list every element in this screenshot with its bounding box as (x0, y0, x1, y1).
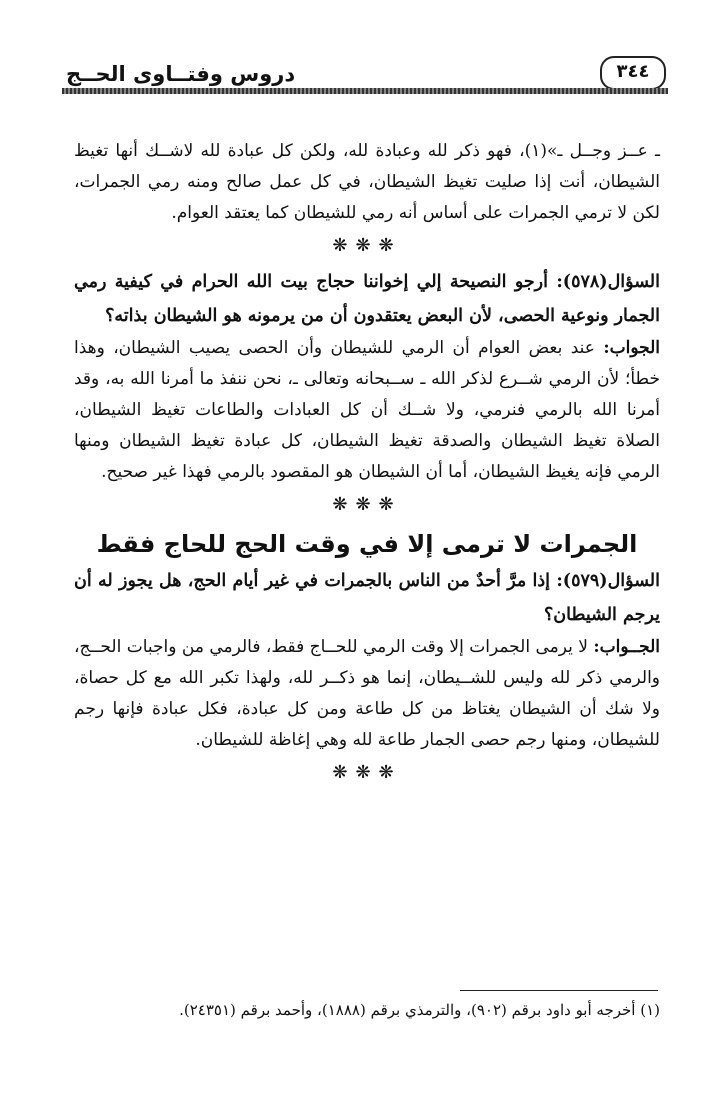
paragraph-continuation: ـ عــز وجــل ـ»(١)، فهو ذكر لله وعبادة لله، ولكن كل عبادة لله لاشــك أنها تغيظ الشيطان، أنت إذا صليت تغيظ الشيطان، في كل عمل صالح ومنه رمي الجمرات، لكن لا ترمي الجمرات على أساس أنه رمي للشيطان كما يعتقد العوام. (74, 141, 660, 223)
running-title: دروس وفتــاوى الحــج (66, 62, 296, 86)
question-578: السؤال(٥٧٨): أرجو النصيحة إلي إخواننا حجاج بيت الله الحرام في كيفية رمي الجمار ونوعية الحصى، لأن البعض يعتقدون أن من يرمونه هو الشيطان بذاته؟ (74, 272, 660, 326)
separator-stars: ❋❋❋ (332, 762, 402, 783)
answer-579 (74, 632, 660, 756)
answer-text: عند بعض العوام أن الرمي للشيطان وأن الحصى يصيب الشيطان، وهذا خطأ؛ لأن الرمي شــرع لذكر الله ـ ســبحانه وتعالى ـ، نحن ننفذ ما أمرنا الله به، وقد أمرنا الله بالرمي فنرمي، ولا شــك أن كل العبادات والطاعات تغيظ الشيطان، الصلاة تغيظ الشيطان والصدقة تغيظ الشيطان، كل عبادة تغيظ الشيطان ومنها الرمي فإنه يغيظ الشيطان، أما أن الشيطان هو المقصود بالرمي فهذا غير صحيح. (74, 338, 660, 482)
separator-stars: ❋❋❋ (332, 494, 402, 515)
separator-stars: ❋❋❋ (332, 235, 402, 256)
section-title: الجمرات لا ترمى إلا في وقت الحج للحاج فقط (96, 530, 638, 558)
footnote-divider (460, 990, 658, 991)
answer-578 (74, 333, 660, 488)
answer-label: الجــواب: (593, 637, 660, 657)
header-divider (62, 88, 668, 94)
question-579: السؤال(٥٧٩): إذا مرَّ أحدٌ من الناس بالجمرات في غير أيام الحج، هل يجوز له أن يرجم الشيطان؟ (74, 571, 660, 625)
page-header (62, 56, 668, 94)
page-number-badge: ٣٤٤ (600, 56, 666, 90)
answer-text: لا يرمى الجمرات إلا وقت الرمي للحــاج فقط، فالرمي من واجبات الحــج، والرمي ذكر لله وليس للشــيطان، إنما هو ذكــر لله، ولهذا تكبر الله مع كل حصاة، ولا شك أن الشيطان يغتاظ من كل طاعة ومن كل عبادة، فكل عبادة فإنها رجم للشيطان، ومنها رجم حصى الجمار طاعة لله وهي إغاظة للشيطان. (74, 637, 660, 750)
page-body (74, 136, 660, 792)
footnote: (١) أخرجه أبو داود برقم (٩٠٢)، والترمذي برقم (١٨٨٨)، وأحمد برقم (٢٤٣٥١). (179, 1001, 660, 1019)
answer-label: الجواب: (603, 338, 660, 358)
